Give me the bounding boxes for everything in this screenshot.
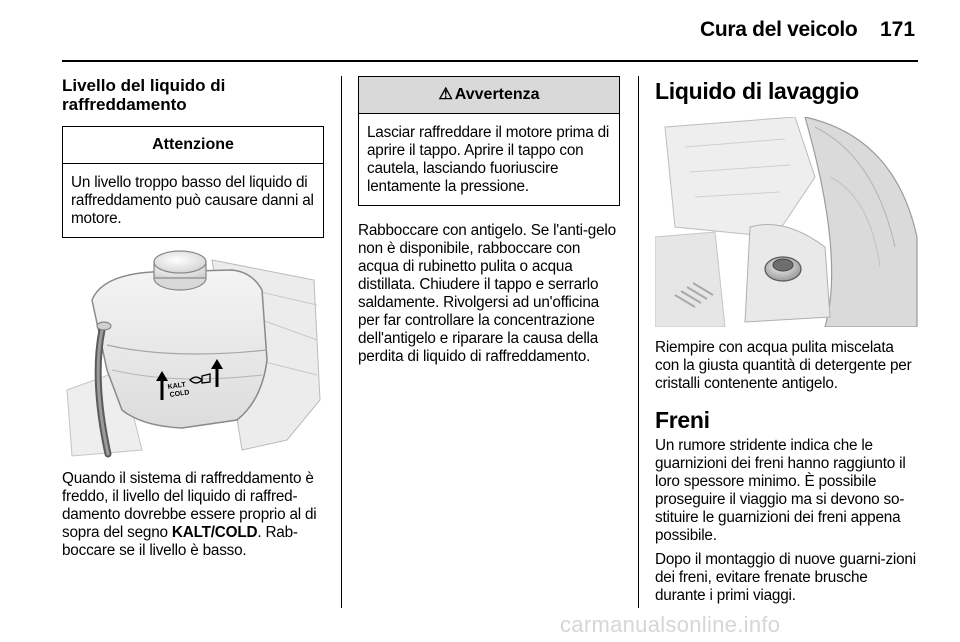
column-warning	[358, 76, 620, 366]
washer-reservoir-illustration	[655, 117, 920, 327]
attention-body: Un livello troppo basso del liquido di raffreddamento può causare danni al motore.	[71, 174, 314, 227]
washer-paragraph: Riempire con acqua pulita miscelata con la giusta quantità di detergente per cristalli contenente antigelo.	[655, 339, 912, 392]
page-number: 171	[880, 18, 916, 41]
column-divider-2	[638, 76, 639, 608]
brakes-paragraph-1: Un rumore stridente indica che le guarnizioni dei freni hanno raggiunto il loro spessore minimo. È possibile proseguire il viaggio ma si devono so-stituire le guarnizioni dei freni appena possibile.	[655, 437, 906, 544]
brakes-paragraph-2: Dopo il montaggio di nuove guarni-zioni dei freni, evitare frenate brusche durante i primi viaggi.	[655, 551, 916, 604]
page-header-title: Cura del veicolo	[700, 18, 858, 41]
brakes-heading: Freni	[655, 407, 710, 433]
warning-box	[358, 76, 620, 206]
coolant-mark-label: KALT/COLD	[171, 524, 258, 541]
warning-title: Avvertenza	[454, 86, 540, 103]
column-washer-brakes	[655, 76, 920, 605]
cold-label: COLD	[169, 389, 190, 399]
coolant-heading: Livello del liquido di raffreddamento	[62, 76, 226, 114]
column-coolant	[62, 76, 324, 560]
attention-title: Attenzione	[63, 127, 323, 164]
warning-triangle-icon: ⚠	[438, 86, 453, 103]
washer-heading: Liquido di lavaggio	[655, 78, 859, 104]
watermark: carmanualsonline.info	[560, 612, 781, 637]
coolant-paragraph	[62, 470, 324, 560]
warning-body: Lasciar raffreddare il motore prima di aprire il tappo. Aprire il tappo con cautela, lasciando fuoriuscire lentamente la pressione.	[367, 124, 610, 195]
coolant-para-text: Quando il sistema di raffreddamento è freddo, il livello del liquido di raffred-damento dovrebbe essere proprio al di sopra del segno	[62, 470, 317, 541]
column-divider-1	[341, 76, 342, 608]
header-rule	[62, 60, 918, 62]
kalt-label: KALT	[167, 381, 187, 391]
coolant-para-text-end: . Rab-boccare se il livello è basso.	[62, 524, 298, 559]
attention-box	[62, 126, 324, 238]
warning-header	[359, 77, 619, 114]
refill-paragraph: Rabboccare con antigelo. Se l'anti-gelo non è disponibile, rabboccare con acqua di rubinetto pulita o acqua distillata. Chiudere il tappo e serrarlo saldamente. Rivolgersi ad un'officina per far controllare la concentrazione dell'antigelo e riparare la causa della perdita di liquido di raffreddamento.	[358, 222, 616, 365]
coolant-reservoir-illustration	[62, 250, 324, 458]
